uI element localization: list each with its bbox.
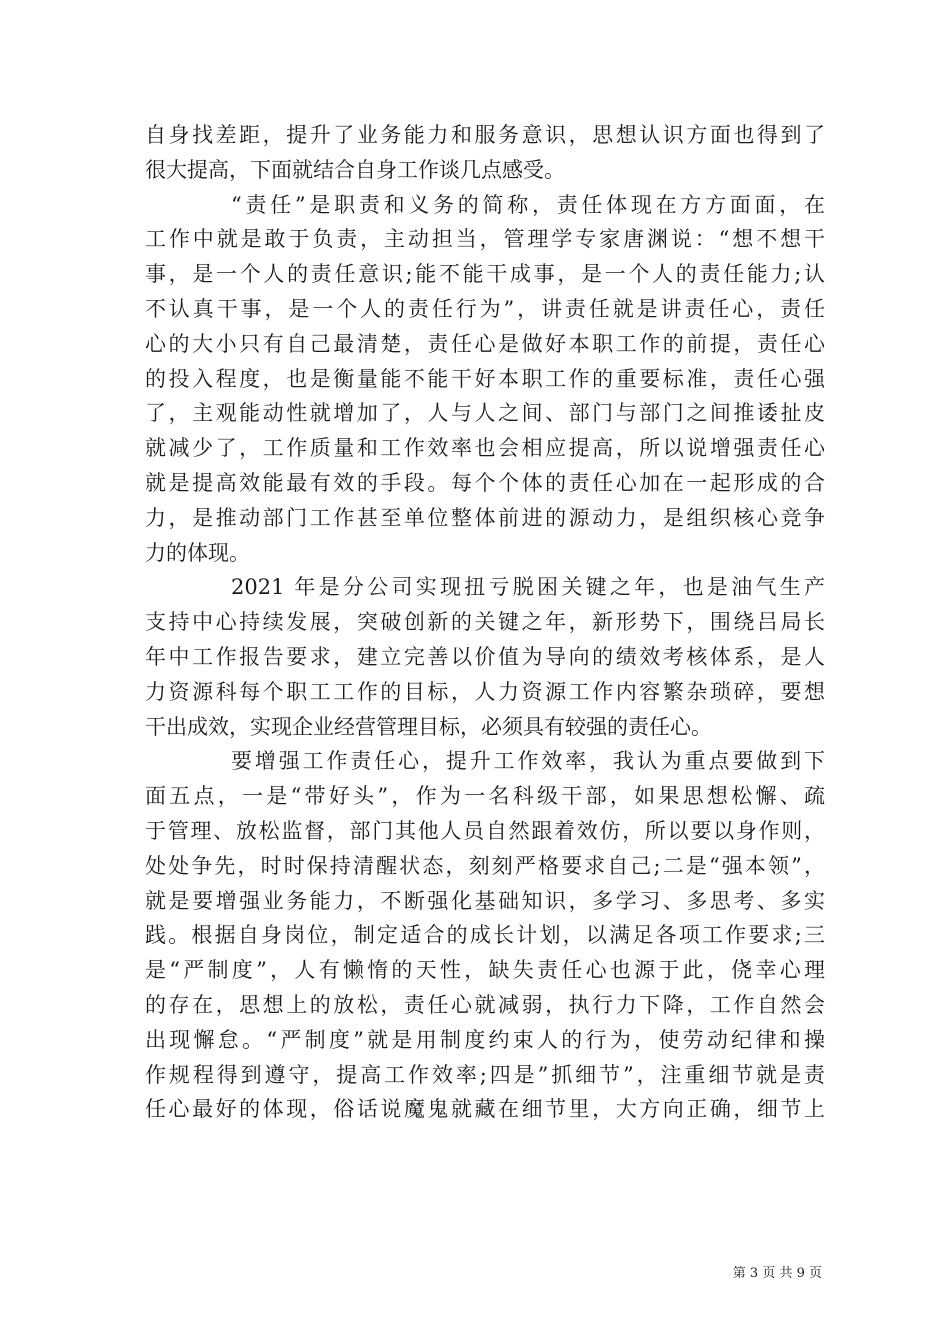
text-line: 出现懈怠。“严制度”就是用制度约束人的行为，使劳动纪律和操: [145, 1027, 825, 1052]
text-line: “责任”是职责和义务的简称，责任体现在方方面面，在: [231, 192, 825, 217]
page-number: 第 3 页 共 9 页: [732, 1266, 822, 1281]
text-line: 作规程得到遵守，提高工作效率;四是”抓细节”，注重细节就是责: [145, 1062, 825, 1087]
text-line: 自身找差距，提升了业务能力和服务意识，思想认识方面也得到了: [145, 123, 825, 147]
text-line: 于管理、放松监督，部门其他人员自然跟着效仿，所以要以身作则，: [145, 818, 825, 843]
text-line: 任心最好的体现，俗话说魔鬼就藏在细节里，大方向正确，细节上: [145, 1097, 825, 1122]
text-line: 很大提高，下面就结合自身工作谈几点感受。: [145, 157, 565, 182]
text-line: 践。根据自身岗位，制定适合的成长计划，以满足各项工作要求;三: [145, 923, 825, 948]
text-line: 2021 年是分公司实现扭亏脱困关键之年，也是油气生产: [231, 575, 825, 600]
body-text: [145, 118, 825, 1127]
text-line: 工作中就是敢于负责，主动担当，管理学专家唐渊说：“想不想干: [145, 227, 825, 252]
text-line: 事，是一个人的责任意识;能不能干成事，是一个人的责任能力;认: [145, 262, 825, 287]
text-line: 了，主观能动性就增加了，人与人之间、部门与部门之间推诿扯皮: [145, 401, 825, 426]
text-line: 是“严制度”，人有懒惰的天性，缺失责任心也源于此，侥幸心理: [145, 958, 825, 983]
text-line: 的存在，思想上的放松，责任心就减弱，执行力下降，工作自然会: [145, 992, 825, 1017]
text-line: 就是要增强业务能力，不断强化基础知识，多学习、多思考、多实: [145, 888, 825, 913]
text-line: 力资源科每个职工工作的目标，人力资源工作内容繁杂琐碎，要想: [145, 679, 825, 704]
paragraph: [145, 570, 825, 744]
text-line: 要增强工作责任心，提升工作效率，我认为重点要做到下: [231, 749, 825, 774]
text-line: 就减少了，工作质量和工作效率也会相应提高，所以说增强责任心: [145, 436, 825, 461]
text-line: 的投入程度，也是衡量能不能干好本职工作的重要标准，责任心强: [145, 366, 825, 391]
text-line: 面五点，一是“带好头”，作为一名科级干部，如果思想松懈、疏: [145, 784, 825, 809]
text-line: 就是提高效能最有效的手段。每个个体的责任心加在一起形成的合: [145, 470, 825, 495]
text-line: 支持中心持续发展，突破创新的关键之年，新形势下，围绕吕局长: [145, 610, 825, 635]
text-line: 力的体现。: [145, 540, 250, 565]
paragraph: [145, 188, 825, 571]
text-line: 力，是推动部门工作甚至单位整体前进的源动力，是组织核心竞争: [145, 505, 825, 530]
text-line: 心的大小只有自己最清楚，责任心是做好本职工作的前提，责任心: [145, 331, 825, 356]
paragraph: [145, 744, 825, 1127]
paragraph: [145, 118, 825, 188]
text-line: 不认真干事，是一个人的责任行为”，讲责任就是讲责任心，责任: [145, 296, 825, 321]
text-line: 年中工作报告要求，建立完善以价值为导向的绩效考核体系，是人: [145, 644, 825, 669]
text-line: 干出成效，实现企业经营管理目标，必须具有较强的责任心。: [145, 714, 712, 739]
text-line: 处处争先，时时保持清醒状态，刻刻严格要求自己;二是“强本领”，: [145, 853, 825, 878]
